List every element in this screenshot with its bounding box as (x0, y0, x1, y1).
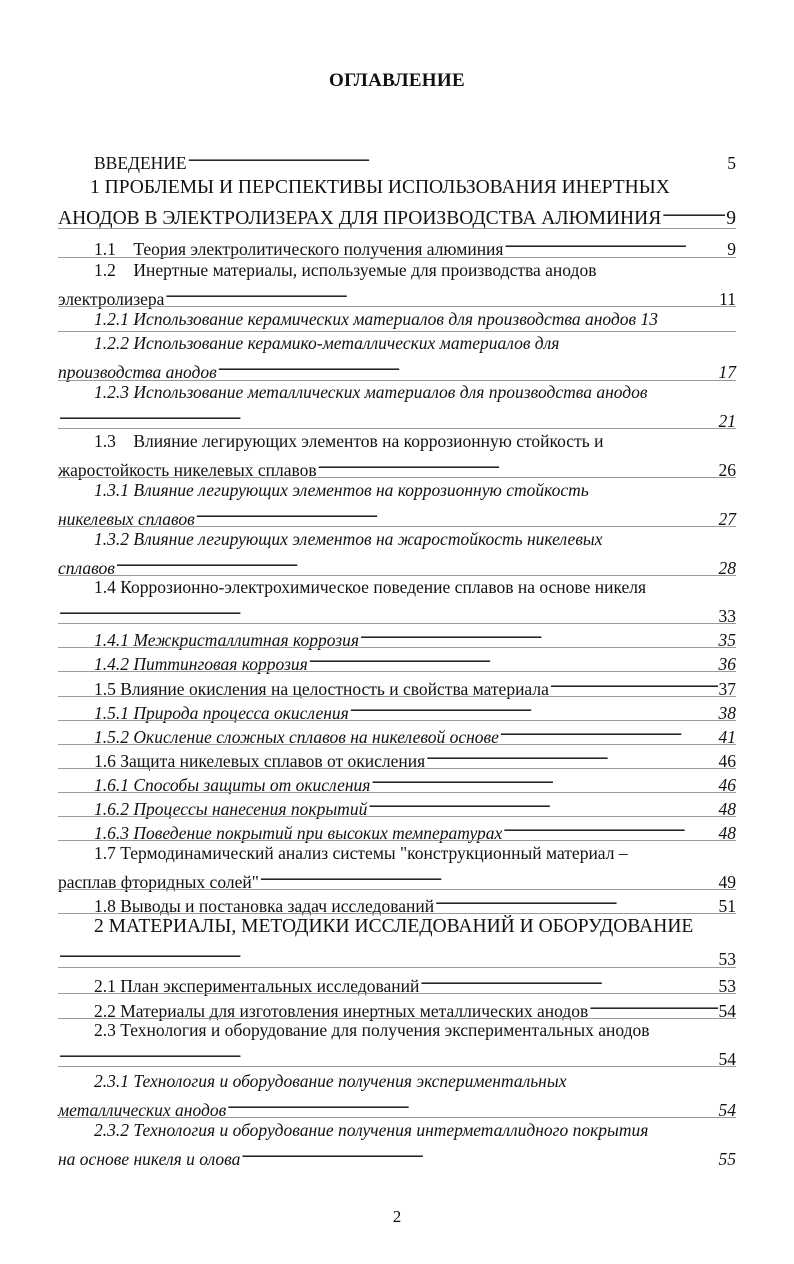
toc-chapter-1-line2[interactable]: АНОДОВ В ЭЛЕКТРОЛИЗЕРАХ ДЛЯ ПРОИЗВОДСТВА АЛЮМИНИЯ . . . 9 (58, 202, 736, 224)
toc-entry-1-1[interactable]: 1.1 Теория электролитического получения алюминия . . . 9 (58, 233, 736, 255)
toc-chapter-1-line1[interactable]: 1 ПРОБЛЕМЫ И ПЕРСПЕКТИВЫ ИСПОЛЬЗОВАНИЯ ИНЕРТНЫХ (90, 177, 670, 198)
toc-entry-1-3-line2[interactable]: жаростойкость никелевых сплавов . . . 26 (58, 454, 736, 476)
toc-entry-1-2-2-line2[interactable]: производства анодов . . . 17 (58, 356, 736, 378)
divider (58, 1066, 736, 1067)
toc-entry-1-3-1-line2[interactable]: никелевых сплавов . . . 27 (58, 503, 736, 525)
toc-entry-1-3-line1[interactable]: 1.3 Влияние легирующих элементов на коррозионную стойкость и (94, 431, 604, 451)
divider (58, 1117, 736, 1118)
toc-entry-1-3-1-line1[interactable]: 1.3.1 Влияние легирующих элементов на коррозионную стойкость (94, 480, 589, 500)
toc-entry-1-7-line2[interactable]: расплав фторидных солей" . . . 49 (58, 866, 736, 888)
toc-entry-2-1[interactable]: 2.1 План экспериментальных исследований . . . 53 (58, 970, 736, 992)
toc-entry-1-5-1[interactable]: 1.5.1 Природа процесса окисления . . . 38 (58, 697, 736, 719)
toc-entry-1-2-3-line1[interactable]: 1.2.3 Использование металлических материалов для производства анодов (94, 382, 648, 402)
divider (58, 840, 736, 841)
toc-entry-1-3-2-line1[interactable]: 1.3.2 Влияние легирующих элементов на жаростойкость никелевых (94, 529, 603, 549)
toc-entry-2-3-1-line1[interactable]: 2.3.1 Технология и оборудование получения экспериментальных (94, 1071, 567, 1091)
toc-entry-1-4-2[interactable]: 1.4.2 Питтинговая коррозия . . . 36 (58, 648, 736, 670)
toc-entry-1-4-line2[interactable]: . . . 33 (58, 600, 736, 622)
toc-entry-1-6-2[interactable]: 1.6.2 Процессы нанесения покрытий . . . 48 (58, 793, 736, 815)
toc-entry-1-8[interactable]: 1.8 Выводы и постановка задач исследований . . . 51 (58, 890, 736, 912)
divider (58, 671, 736, 672)
toc-chapter-2-line1[interactable]: 2 МАТЕРИАЛЫ, МЕТОДИКИ ИССЛЕДОВАНИЙ И ОБОРУДОВАНИЕ (94, 916, 694, 937)
toc-entry-1-6[interactable]: 1.6 Защита никелевых сплавов от окисления . . . 46 (58, 745, 736, 767)
divider (58, 993, 736, 994)
divider (58, 257, 736, 258)
toc-entry-1-2-line1[interactable]: 1.2 Инертные материалы, используемые для производства анодов (94, 260, 597, 280)
toc-entry-1-2-2-line1[interactable]: 1.2.2 Использование керамико-металлических материалов для (94, 333, 560, 353)
toc-entry-2-3-2-line1[interactable]: 2.3.2 Технология и оборудование получения интерметаллидного покрытия (94, 1120, 649, 1140)
toc-entry-2-2[interactable]: 2.2 Материалы для изготовления инертных металлических анодов . . . 54 (58, 995, 736, 1017)
divider (58, 526, 736, 527)
toc-entry-1-4-1[interactable]: 1.4.1 Межкристаллитная коррозия . . . 35 (58, 624, 736, 646)
toc-entry-2-3-2-line2[interactable]: на основе никеля и олова . . . 55 (58, 1143, 736, 1165)
page-number: 2 (392, 1207, 402, 1226)
toc-entry-2-3-line2[interactable]: . . . 54 (58, 1043, 736, 1065)
toc-chapter-2-line2[interactable]: . . . 53 (58, 943, 736, 965)
divider (58, 228, 736, 229)
divider (58, 428, 736, 429)
toc-entry-1-2-line2[interactable]: электролизера . . . 11 (58, 283, 736, 305)
toc-entry-1-4-line1[interactable]: 1.4 Коррозионно-электрохимическое поведение сплавов на основе никеля (94, 577, 647, 597)
page-title: ОГЛАВЛЕНИЕ (329, 70, 465, 91)
toc-entry-1-7-line1[interactable]: 1.7 Термодинамический анализ системы "конструкционный материал – (94, 843, 628, 863)
toc-entry-1-6-1[interactable]: 1.6.1 Способы защиты от окисления . . . 46 (58, 769, 736, 791)
toc-entry-1-3-2-line2[interactable]: сплавов . . . 28 (58, 552, 736, 574)
toc-entry-1-2-3-line2[interactable]: . . . 21 (58, 405, 736, 427)
toc-entry-introduction[interactable]: ВВЕДЕНИЕ . . . 5 (58, 147, 736, 169)
toc-entry-1-5-2[interactable]: 1.5.2 Окисление сложных сплавов на никелевой основе . . . 41 (58, 721, 736, 743)
toc-entry-1-2-1[interactable]: 1.2.1 Использование керамических материалов для производства анодов 13 (94, 309, 658, 329)
divider (58, 306, 736, 307)
toc-entry-1-5[interactable]: 1.5 Влияние окисления на целостность и свойства материала . . . 37 (58, 673, 736, 695)
toc-entry-2-3-1-line2[interactable]: металлических анодов . . . 54 (58, 1094, 736, 1116)
toc-entry-2-3-line1[interactable]: 2.3 Технология и оборудование для получения экспериментальных анодов (94, 1020, 650, 1040)
divider (58, 913, 736, 914)
divider (58, 967, 736, 968)
divider (58, 477, 736, 478)
toc-entry-1-6-3[interactable]: 1.6.3 Поведение покрытий при высоких температурах . . . 48 (58, 817, 736, 839)
